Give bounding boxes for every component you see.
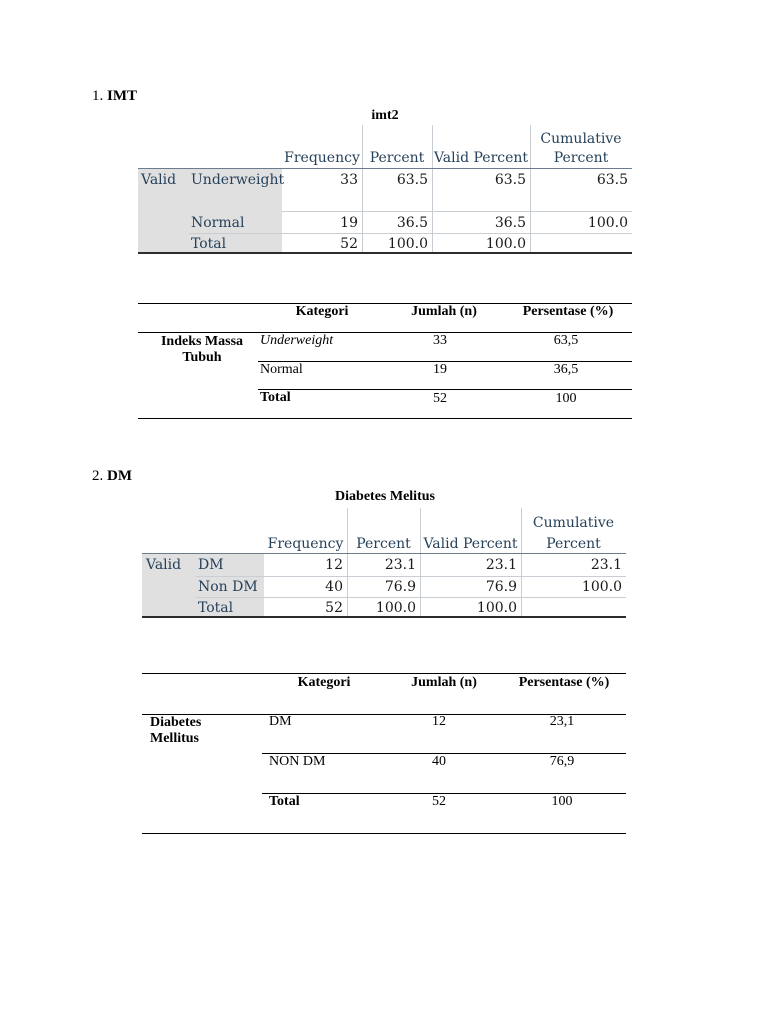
row-label-total: Total	[191, 236, 227, 252]
spss-table-2-title: Diabetes Melitus	[335, 489, 435, 504]
row-divider	[189, 233, 632, 234]
header-kategori: Kategori	[297, 675, 351, 690]
header-divider	[432, 125, 433, 168]
spss-table-1-title: imt2	[371, 108, 399, 123]
cell-valid-percent: 63.5	[494, 172, 526, 188]
cell-frequency: 40	[325, 579, 343, 595]
header-divider	[347, 508, 348, 553]
cell-persentase: 23,1	[549, 714, 575, 729]
cell-percent: 76.9	[384, 579, 416, 595]
section-1-label: IMT	[107, 88, 137, 104]
cell-persentase: 100	[555, 391, 577, 406]
section-1-heading	[92, 88, 137, 105]
cell-cumulative-percent: 63.5	[596, 172, 628, 188]
cell-percent: 23.1	[384, 557, 416, 573]
group-label-line-1: Diabetes	[150, 715, 202, 730]
row-label-total: Total	[198, 600, 234, 616]
header-divider	[420, 508, 421, 553]
header-jumlah: Jumlah (n)	[411, 675, 477, 690]
header-cumulative-percent: Percent	[553, 150, 609, 166]
cell-percent: 100.0	[387, 236, 428, 252]
cell-percent: 36.5	[396, 215, 428, 231]
header-percent: Percent	[369, 150, 425, 166]
header-persentase: Persentase (%)	[518, 675, 610, 690]
cell-frequency: 19	[340, 215, 358, 231]
cell-jumlah: 52	[432, 794, 446, 809]
cell-valid-percent: 100.0	[485, 236, 526, 252]
cell-cumulative-percent: 23.1	[590, 557, 622, 573]
header-divider	[521, 508, 522, 553]
row-label-normal: Normal	[191, 215, 245, 231]
header-divider	[530, 125, 531, 168]
row-label-underweight: Underweight	[191, 172, 285, 188]
section-2-label: DM	[107, 468, 132, 484]
rule-bottom	[138, 418, 632, 419]
cell-jumlah: 12	[432, 714, 446, 729]
cell-frequency: 52	[340, 236, 358, 252]
cell-cumulative-percent: 100.0	[587, 215, 628, 231]
valid-label: Valid	[146, 557, 182, 573]
cell-cumulative-percent: 100.0	[581, 579, 622, 595]
header-persentase: Persentase (%)	[522, 304, 614, 319]
cell-valid-percent: 23.1	[485, 557, 517, 573]
row-divider	[196, 597, 626, 598]
section-2-number: 2.	[92, 468, 104, 484]
group-label-line-2: Mellitus	[150, 731, 199, 746]
group-label	[140, 334, 264, 366]
row-label-total: Total	[269, 794, 300, 809]
row-divider	[196, 576, 626, 577]
group-label-line-1: Indeks Massa	[160, 334, 244, 349]
column-divider	[432, 169, 433, 252]
cell-persentase: 76,9	[549, 754, 575, 769]
header-divider	[362, 125, 363, 168]
cell-valid-percent: 76.9	[485, 579, 517, 595]
cell-persentase: 36,5	[553, 362, 579, 377]
cell-percent: 100.0	[375, 600, 416, 616]
header-cumulative: Cumulative	[532, 515, 615, 531]
row-label-normal: Normal	[260, 362, 303, 377]
cell-persentase: 63,5	[553, 333, 579, 348]
header-kategori: Kategori	[295, 304, 349, 319]
column-divider	[347, 554, 348, 616]
cell-frequency: 52	[325, 600, 343, 616]
table-bottom-border	[138, 252, 632, 254]
header-frequency: Frequency	[284, 150, 360, 166]
cell-frequency: 12	[325, 557, 343, 573]
column-divider	[530, 169, 531, 252]
cell-jumlah: 40	[432, 754, 446, 769]
group-label	[150, 715, 201, 747]
rule-top	[142, 673, 626, 674]
header-valid-percent: Valid Percent	[433, 150, 529, 166]
valid-label: Valid	[141, 172, 177, 188]
cell-persentase: 100	[551, 794, 573, 809]
header-cumulative-percent: Percent	[546, 536, 601, 552]
group-label-line-2: Tubuh	[182, 350, 222, 365]
column-divider	[521, 554, 522, 616]
cell-jumlah: 33	[433, 333, 447, 348]
section-1-number: 1.	[92, 88, 104, 104]
table-bottom-border	[142, 616, 626, 618]
cell-jumlah: 52	[433, 391, 447, 406]
cell-valid-percent: 100.0	[476, 600, 517, 616]
row-label-underweight: Underweight	[260, 333, 334, 348]
rule-bottom	[142, 833, 626, 834]
header-valid-percent: Valid Percent	[423, 536, 518, 552]
header-jumlah: Jumlah (n)	[411, 304, 477, 319]
cell-frequency: 33	[340, 172, 358, 188]
row-divider	[282, 211, 632, 212]
header-cumulative: Cumulative	[540, 131, 622, 147]
column-divider	[362, 169, 363, 252]
row-label-dm: DM	[198, 557, 224, 573]
section-2-heading	[92, 468, 132, 485]
cell-valid-percent: 36.5	[494, 215, 526, 231]
row-label-total: Total	[260, 390, 291, 405]
header-percent: Percent	[356, 536, 411, 552]
rule-row	[258, 389, 632, 390]
column-divider	[420, 554, 421, 616]
row-label-non-dm: NON DM	[269, 754, 326, 769]
row-label-non-dm: Non DM	[198, 579, 258, 595]
cell-jumlah: 19	[433, 362, 447, 377]
cell-percent: 63.5	[396, 172, 428, 188]
row-label-dm: DM	[269, 714, 292, 729]
header-frequency: Frequency	[267, 536, 344, 552]
